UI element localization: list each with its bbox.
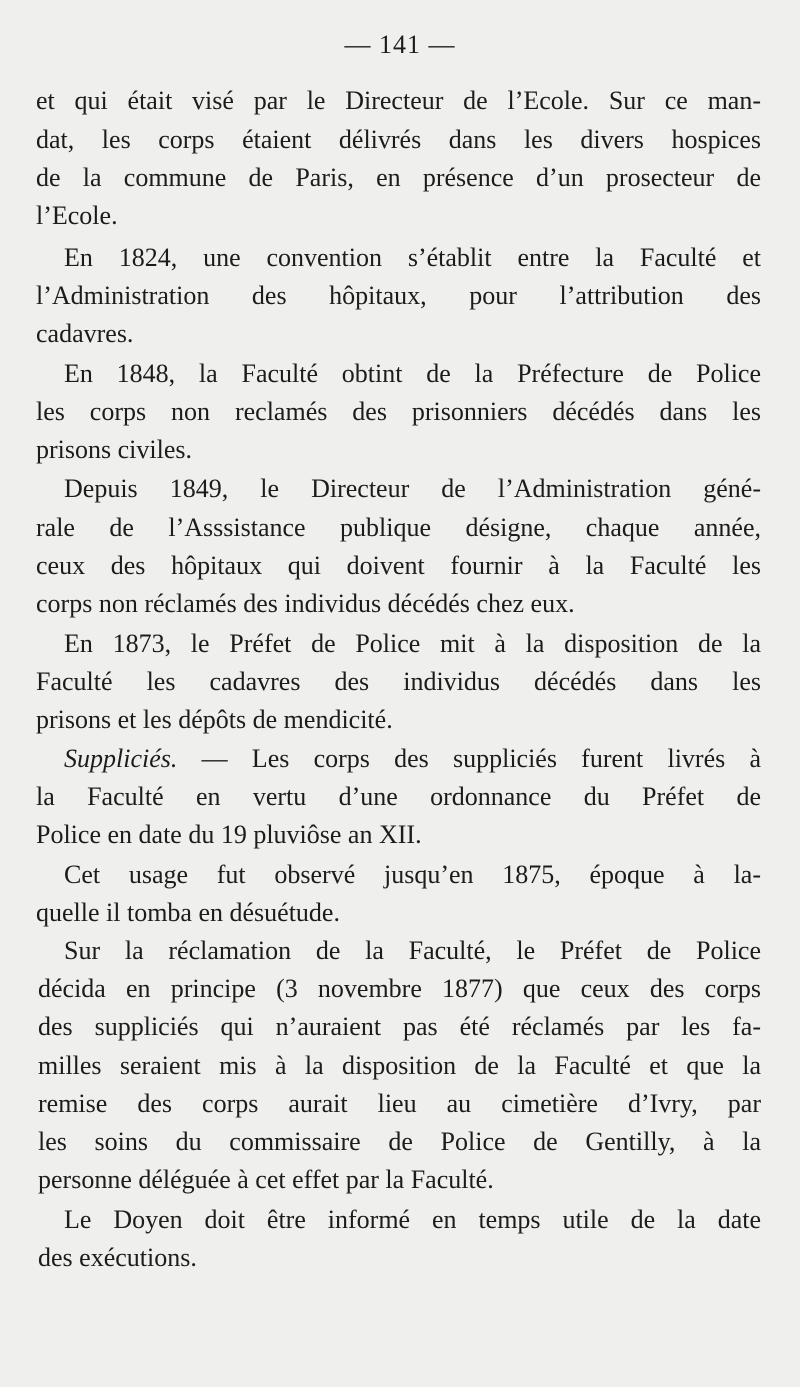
text-line: quelle il tomba en désuétude. — [36, 898, 340, 927]
text-line — [64, 740, 761, 778]
text-line: rale de l’Asssistance publique désigne, chaque année, — [36, 513, 761, 542]
text-line: En 1824, une convention s’établit entre la Faculté et — [64, 243, 761, 272]
text-span: — Les corps des suppliciés furent livrés à — [201, 744, 761, 773]
text-line: Faculté les cadavres des individus décédés dans les — [36, 667, 761, 696]
text-line: l’Ecole. — [36, 201, 118, 230]
text-line: cadavres. — [36, 319, 134, 348]
text-line: corps non réclamés des individus décédés chez eux. — [36, 589, 575, 618]
page-number: — 141 — — [344, 30, 456, 59]
text-line: les corps non reclamés des prisonniers décédés dans les — [36, 397, 761, 426]
text-line: dat, les corps étaient délivrés dans les divers hospices — [36, 125, 761, 154]
text-line: et qui était visé par le Directeur de l’Ecole. Sur ce man- — [36, 86, 761, 115]
text-line: remise des corps aurait lieu au cimetière d’Ivry, par — [38, 1089, 761, 1118]
text-line: décida en principe (3 novembre 1877) que ceux des corps — [38, 974, 761, 1003]
text-line: milles seraient mis à la disposition de la Faculté et que la — [38, 1051, 761, 1080]
text-line: des exécutions. — [38, 1243, 197, 1272]
text-line: Cet usage fut observé jusqu’en 1875, époque à la- — [64, 860, 761, 889]
text-line: l’Administration des hôpitaux, pour l’attribution des — [36, 281, 761, 310]
italic-heading: Suppliciés. — [64, 744, 178, 773]
text-line: ceux des hôpitaux qui doivent fournir à la Faculté les — [36, 551, 761, 580]
text-line: En 1873, le Préfet de Police mit à la disposition de la — [64, 629, 761, 658]
text-line: Police en date du 19 pluviôse an XII. — [36, 820, 422, 849]
text-line: les soins du commissaire de Police de Gentilly, à la — [38, 1127, 761, 1156]
text-line: la Faculté en vertu d’une ordonnance du Préfet de — [36, 782, 761, 811]
text-line: Le Doyen doit être informé en temps utile de la date — [64, 1205, 761, 1234]
text-line: Sur la réclamation de la Faculté, le Préfet de Police — [64, 936, 761, 965]
text-line: personne déléguée à cet effet par la Faculté. — [38, 1165, 494, 1194]
text-line: En 1848, la Faculté obtint de la Préfecture de Police — [64, 359, 761, 388]
text-line: prisons civiles. — [36, 435, 192, 464]
text-line: Depuis 1849, le Directeur de l’Administration géné- — [64, 474, 761, 503]
text-line: de la commune de Paris, en présence d’un prosecteur de — [36, 163, 761, 192]
text-line: des suppliciés qui n’auraient pas été réclamés par les fa- — [38, 1012, 761, 1041]
text-line: prisons et les dépôts de mendicité. — [36, 705, 393, 734]
